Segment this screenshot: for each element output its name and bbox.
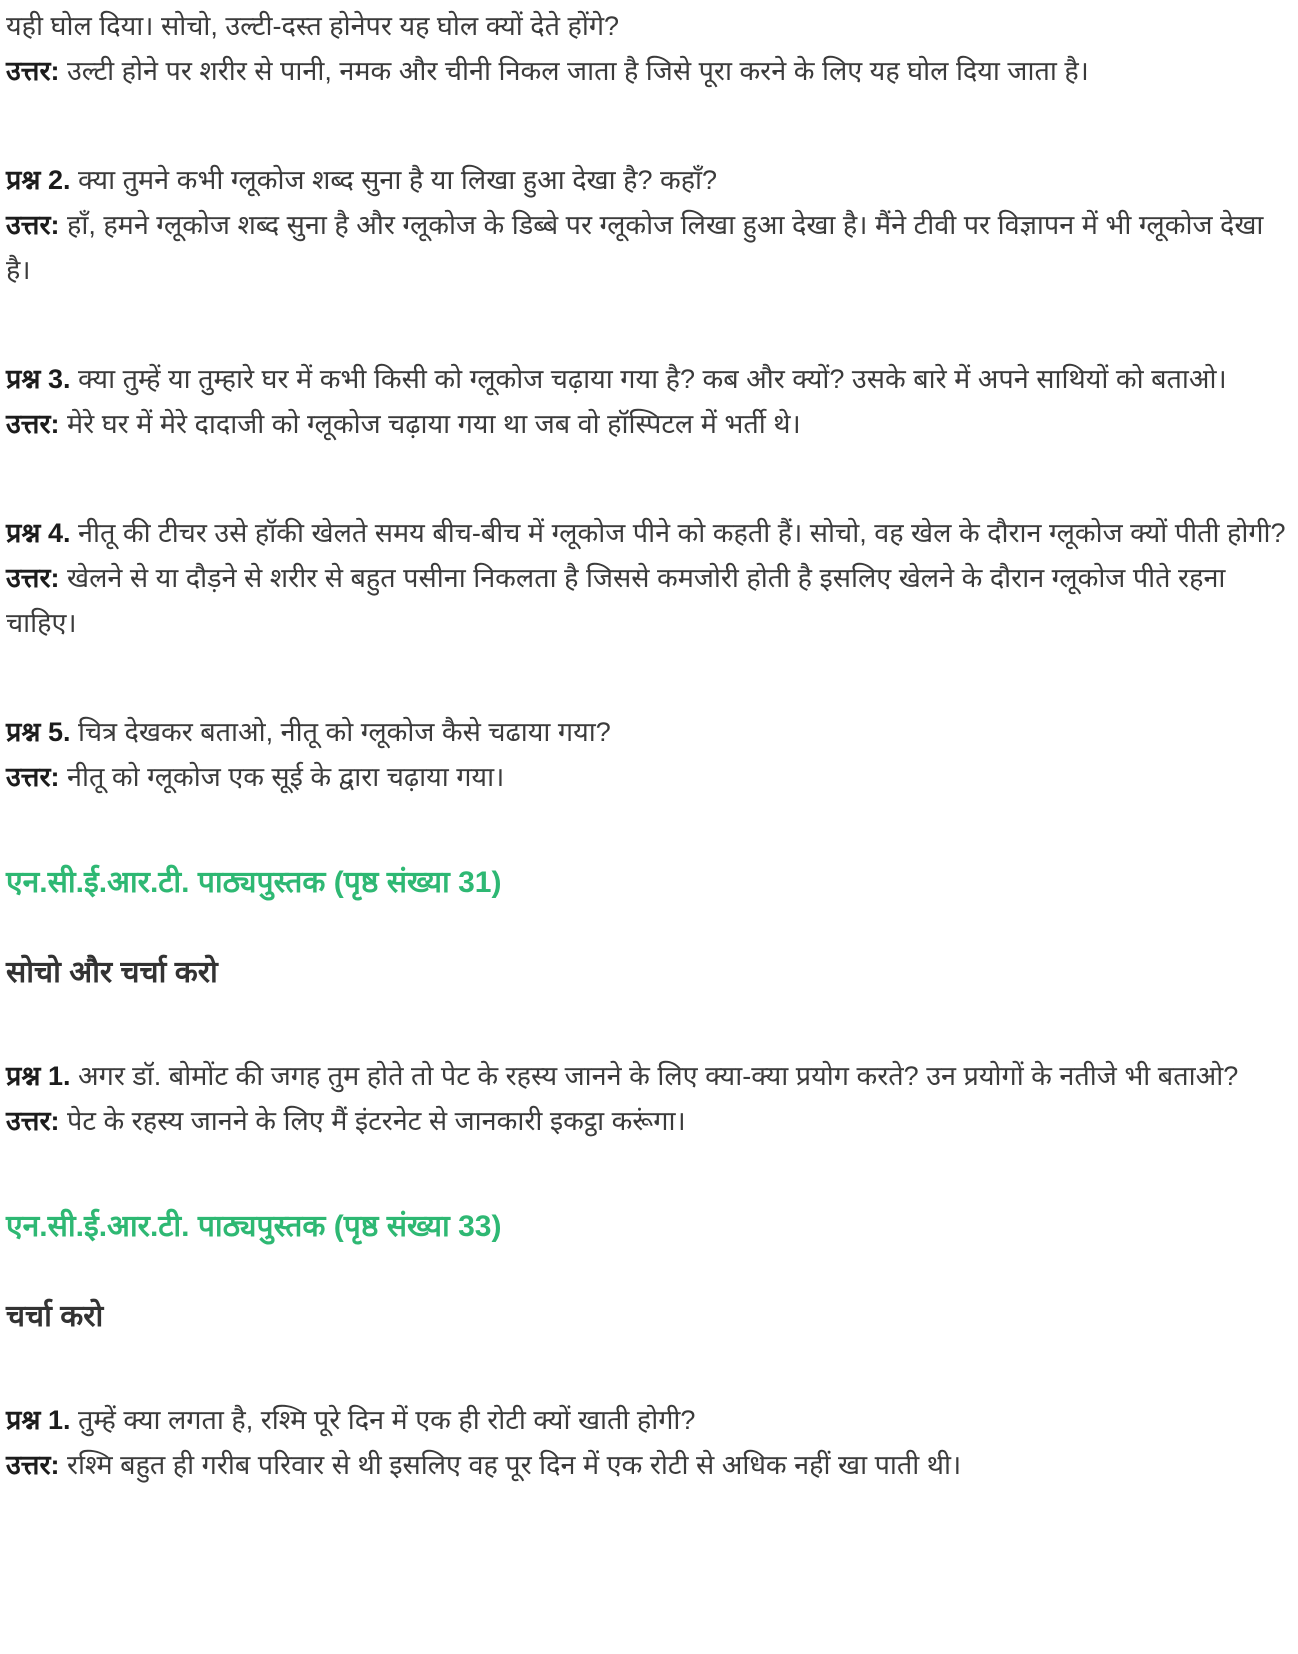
qa-block	[6, 1054, 1288, 1144]
qa-block	[6, 511, 1288, 646]
qa-block	[6, 357, 1288, 447]
text-segment: अगर डॉ. बोमोंट की जगह तुम होते तो पेट के रहस्य जानने के लिए क्या-क्या प्रयोग करते? उन प्रयोगों के नतीजे भी बताओ?	[70, 1061, 1239, 1091]
bold-label: उत्तर:	[6, 1106, 60, 1136]
bold-label: उत्तर:	[6, 1450, 60, 1480]
text-segment: यही घोल दिया। सोचो, उल्टी-दस्त होनेपर यह घोल क्यों देते होंगे?	[6, 11, 620, 41]
text-segment: नीतू की टीचर उसे हॉकी खेलते समय बीच-बीच में ग्लूकोज पीने को कहती हैं। सोचो, वह खेल के दौरान ग्लूकोज क्यों पीती होगी?	[70, 518, 1286, 548]
bold-label: प्रश्न 4.	[6, 518, 71, 548]
bold-label: प्रश्न 1.	[6, 1405, 71, 1435]
bold-label: प्रश्न 5.	[6, 717, 71, 747]
text-segment: रश्मि बहुत ही गरीब परिवार से थी इसलिए वह पूर दिन में एक रोटी से अधिक नहीं खा पाती थी।	[59, 1450, 962, 1480]
text-segment: क्या तुमने कभी ग्लूकोज शब्द सुना है या लिखा हुआ देखा है? कहाँ?	[70, 165, 718, 195]
text-segment: उल्टी होने पर शरीर से पानी, नमक और चीनी निकल जाता है जिसे पूरा करने के लिए यह घोल दिया जाता है।	[59, 56, 1089, 86]
bold-label: उत्तर:	[6, 563, 60, 593]
bold-label: उत्तर:	[6, 56, 60, 86]
text-segment: चित्र देखकर बताओ, नीतू को ग्लूकोज कैसे चढाया गया?	[70, 717, 611, 747]
section-heading: सोचो और चर्चा करो	[6, 956, 218, 989]
text-segment: पेट के रहस्य जानने के लिए मैं इंटरनेट से जानकारी इकट्ठा करूंगा।	[59, 1106, 686, 1136]
section-heading: चर्चा करो	[6, 1300, 104, 1333]
bold-label: प्रश्न 2.	[6, 165, 71, 195]
bold-label: प्रश्न 3.	[6, 364, 71, 394]
bold-label: उत्तर:	[6, 409, 60, 439]
qa-block	[6, 158, 1288, 293]
text-segment: खेलने से या दौड़ने से शरीर से बहुत पसीना निकलता है जिससे कमजोरी होती है इसलिए खेलने के दौरान ग्लूकोज पीते रहना चाहिए।	[6, 563, 1226, 638]
text-segment: हाँ, हमने ग्लूकोज शब्द सुना है और ग्लूकोज के डिब्बे पर ग्लूकोज लिखा हुआ देखा है। मैंने टीवी पर विज्ञापन में भी ग्लूकोज देखा है।	[6, 210, 1264, 285]
text-segment: नीतू को ग्लूकोज एक सूई के द्वारा चढ़ाया गया।	[59, 762, 505, 792]
bold-label: उत्तर:	[6, 762, 60, 792]
text-segment: तुम्हें क्या लगता है, रश्मि पूरे दिन में एक ही रोटी क्यों खाती होगी?	[70, 1405, 696, 1435]
ncert-textbook-heading: एन.सी.ई.आर.टी. पाठ्यपुस्तक (पृष्ठ संख्या 33)	[6, 1210, 502, 1243]
text-segment: क्या तुम्हें या तुम्हारे घर में कभी किसी को ग्लूकोज चढ़ाया गया है? कब और क्यों? उसके बारे में अपने साथियों को बताओ।	[70, 364, 1227, 394]
bold-label: प्रश्न 1.	[6, 1061, 71, 1091]
ncert-textbook-heading: एन.सी.ई.आर.टी. पाठ्यपुस्तक (पृष्ठ संख्या 31)	[6, 866, 502, 899]
qa-block	[6, 710, 1288, 800]
qa-block	[6, 4, 1288, 94]
bold-label: उत्तर:	[6, 210, 60, 240]
text-segment: मेरे घर में मेरे दादाजी को ग्लूकोज चढ़ाया गया था जब वो हॉस्पिटल में भर्ती थे।	[59, 409, 801, 439]
qa-block	[6, 1398, 1288, 1488]
